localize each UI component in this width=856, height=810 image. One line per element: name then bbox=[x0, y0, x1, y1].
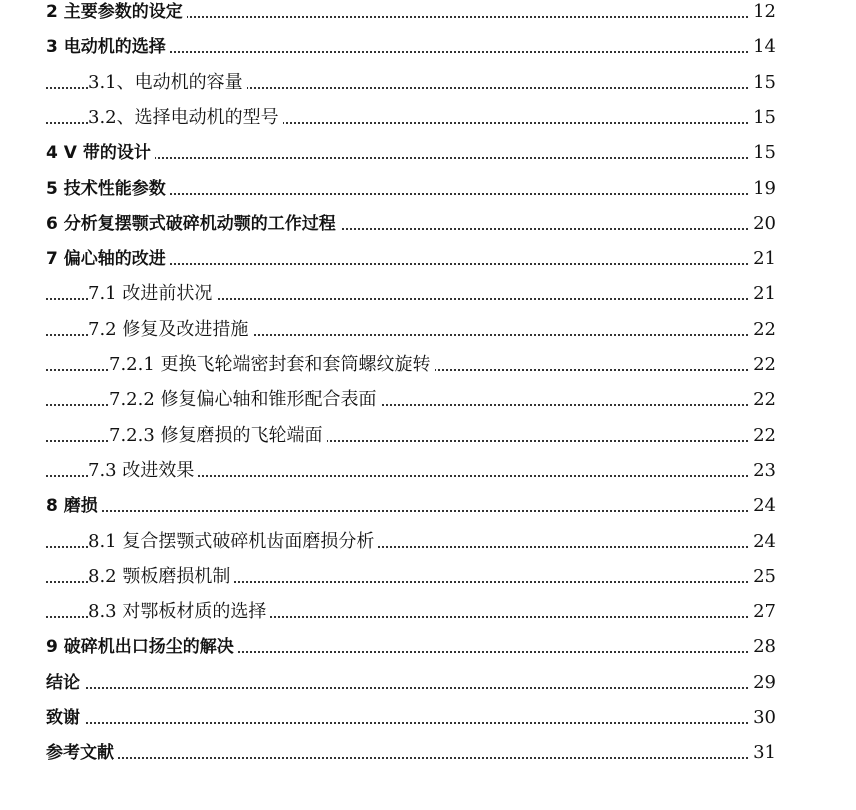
toc-entry[interactable] bbox=[0, 529, 856, 555]
toc-entry-title: 3 电动机的选择 bbox=[46, 34, 170, 60]
toc-entry-title: 7.2.3 修复磨损的飞轮端面 bbox=[109, 423, 327, 449]
toc-entry[interactable] bbox=[0, 105, 856, 131]
toc-entry-title: 致谢 bbox=[46, 705, 84, 731]
toc-entry-page-number: 21 bbox=[749, 281, 776, 307]
toc-entry[interactable] bbox=[0, 211, 856, 237]
toc-entry[interactable] bbox=[0, 0, 856, 25]
toc-entry[interactable] bbox=[0, 281, 856, 307]
toc-entry-title: 7.1 改进前状况 bbox=[88, 281, 216, 307]
toc-entry[interactable] bbox=[0, 34, 856, 60]
toc-entry-page-number: 28 bbox=[749, 634, 776, 660]
dot-leader bbox=[46, 722, 772, 724]
toc-entry-page-number: 22 bbox=[749, 317, 776, 343]
toc-entry-page-number: 22 bbox=[749, 352, 776, 378]
toc-entry[interactable] bbox=[0, 246, 856, 272]
toc-entry-title: 2 主要参数的设定 bbox=[46, 0, 187, 25]
toc-entry-title: 5 技术性能参数 bbox=[46, 176, 170, 202]
toc-entry-title: 8.2 颚板磨损机制 bbox=[88, 564, 234, 590]
toc-entry[interactable] bbox=[0, 564, 856, 590]
toc-entry-page-number: 23 bbox=[749, 458, 776, 484]
toc-entry[interactable] bbox=[0, 352, 856, 378]
dot-leader bbox=[46, 757, 772, 759]
toc-entry-title: 7.3 改进效果 bbox=[88, 458, 198, 484]
toc-entry[interactable] bbox=[0, 458, 856, 484]
toc-entry[interactable] bbox=[0, 634, 856, 660]
toc-entry-title: 结论 bbox=[46, 670, 84, 696]
toc-entry[interactable] bbox=[0, 670, 856, 696]
toc-entry[interactable] bbox=[0, 705, 856, 731]
toc-entry-page-number: 21 bbox=[749, 246, 776, 272]
toc-entry-page-number: 15 bbox=[749, 70, 776, 96]
toc-entry-page-number: 22 bbox=[749, 423, 776, 449]
toc-entry-title: 3.2、选择电动机的型号 bbox=[88, 105, 283, 131]
toc-entry-title: 9 破碎机出口扬尘的解决 bbox=[46, 634, 238, 660]
toc-entry[interactable] bbox=[0, 140, 856, 166]
toc-entry-title: 7.2 修复及改进措施 bbox=[88, 317, 252, 343]
dot-leader bbox=[46, 510, 772, 512]
toc-entry-page-number: 20 bbox=[749, 211, 776, 237]
toc-entry-page-number: 22 bbox=[749, 387, 776, 413]
toc-entry[interactable] bbox=[0, 599, 856, 625]
toc-entry-page-number: 12 bbox=[749, 0, 776, 25]
toc-entry-page-number: 29 bbox=[749, 670, 776, 696]
toc-entry-title: 8.1 复合摆颚式破碎机齿面磨损分析 bbox=[88, 529, 378, 555]
toc-entry-page-number: 25 bbox=[749, 564, 776, 590]
toc-entry[interactable] bbox=[0, 70, 856, 96]
toc-entry-title: 8 磨损 bbox=[46, 493, 102, 519]
toc-entry-title: 4 V 带的设计 bbox=[46, 140, 155, 166]
toc-entry-page-number: 30 bbox=[749, 705, 776, 731]
toc-entry-title: 7 偏心轴的改进 bbox=[46, 246, 170, 272]
toc-entry-title: 7.2.2 修复偏心轴和锥形配合表面 bbox=[109, 387, 381, 413]
toc-entry-page-number: 24 bbox=[749, 493, 776, 519]
toc-entry-title: 3.1、电动机的容量 bbox=[88, 70, 247, 96]
toc-entry-title: 参考文献 bbox=[46, 740, 118, 766]
toc-entry-title: 8.3 对鄂板材质的选择 bbox=[88, 599, 270, 625]
toc-entry-page-number: 14 bbox=[749, 34, 776, 60]
toc-entry-page-number: 19 bbox=[749, 176, 776, 202]
dot-leader bbox=[46, 687, 772, 689]
toc-entry-page-number: 24 bbox=[749, 529, 776, 555]
toc-entry-title: 6 分析复摆颚式破碎机动颚的工作过程 bbox=[46, 211, 340, 237]
toc-entry-page-number: 15 bbox=[749, 140, 776, 166]
toc-entry-page-number: 27 bbox=[749, 599, 776, 625]
toc-entry[interactable] bbox=[0, 317, 856, 343]
toc-entry[interactable] bbox=[0, 740, 856, 766]
toc-entry[interactable] bbox=[0, 423, 856, 449]
toc-entry[interactable] bbox=[0, 176, 856, 202]
toc-entry-page-number: 15 bbox=[749, 105, 776, 131]
toc-entry[interactable] bbox=[0, 493, 856, 519]
dot-leader bbox=[46, 157, 772, 159]
toc-entry-title: 7.2.1 更换飞轮端密封套和套筒螺纹旋转 bbox=[109, 352, 435, 378]
toc-entry-page-number: 31 bbox=[749, 740, 776, 766]
toc-entry[interactable] bbox=[0, 387, 856, 413]
